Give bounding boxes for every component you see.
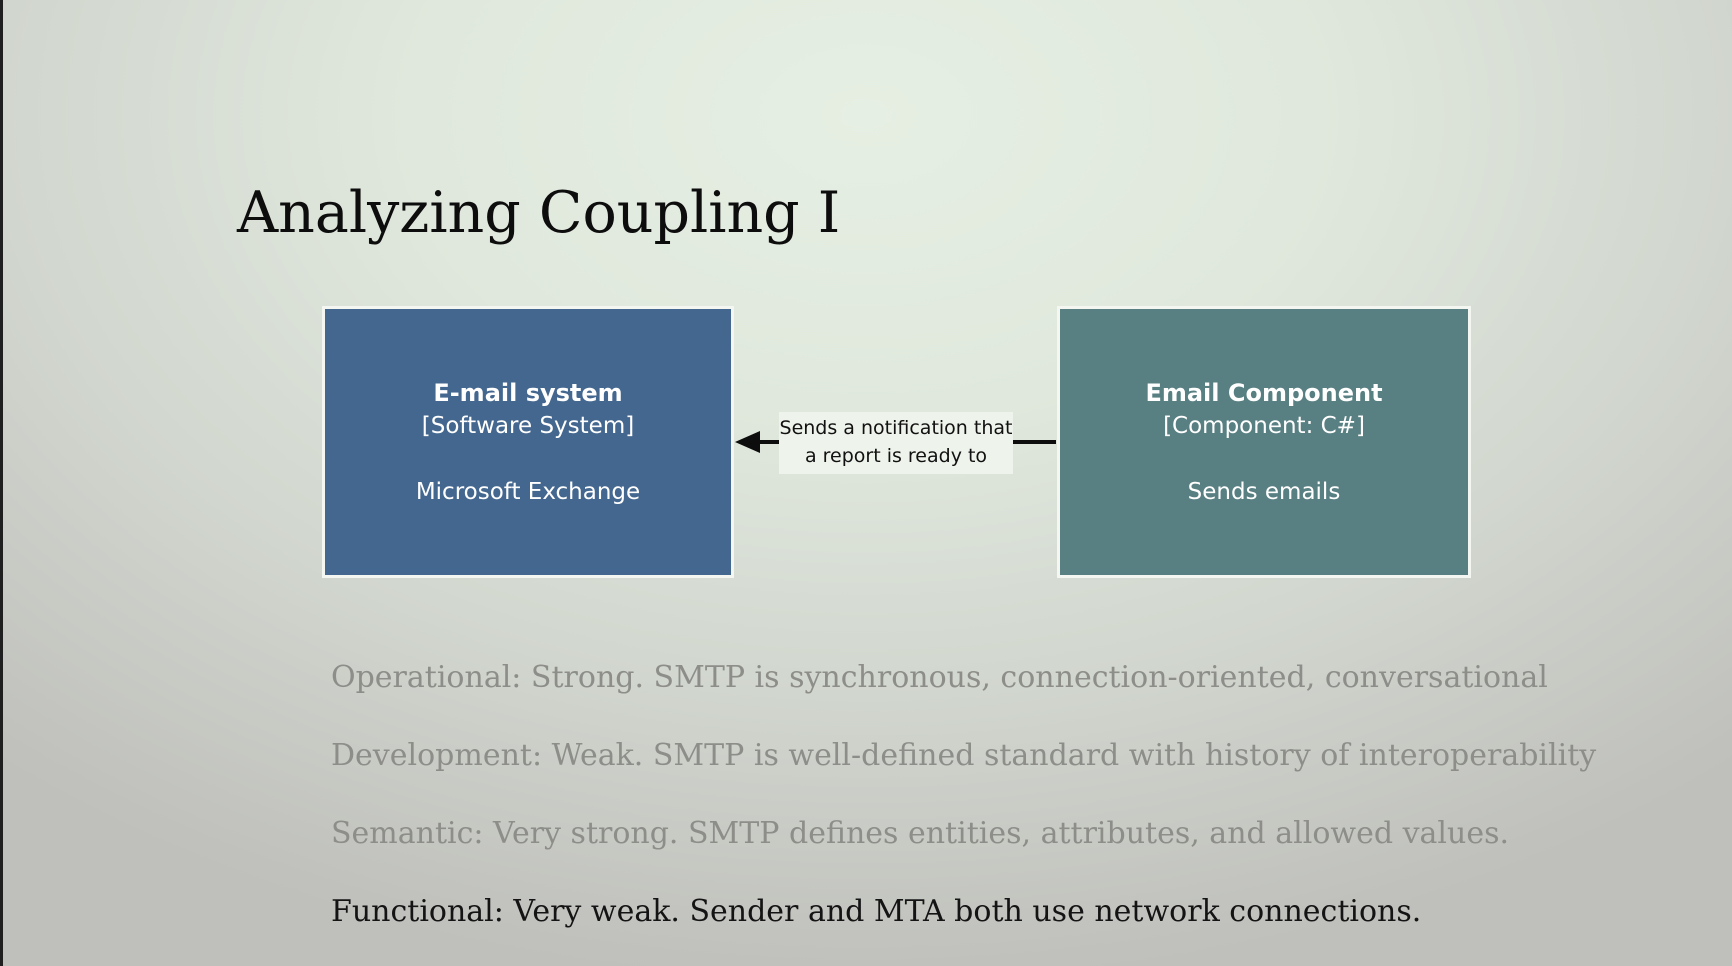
email-component-box [1057, 306, 1471, 578]
relationship-label-line-1: Sends a notification that [779, 417, 1013, 439]
analysis-semantic: Semantic: Very strong. SMTP defines entities, attributes, and allowed values. [331, 816, 1509, 851]
email-component-description: Sends emails [1187, 479, 1341, 505]
analysis-operational: Operational: Strong. SMTP is synchronous, connection-oriented, conversational [331, 660, 1548, 695]
arrow-head-icon [735, 431, 760, 453]
slide-title: Analyzing Coupling I [237, 180, 841, 246]
email-system-description: Microsoft Exchange [415, 479, 641, 505]
email-system-type: [Software System] [421, 413, 635, 439]
slide-left-edge [0, 0, 3, 966]
email-system-box [322, 306, 734, 578]
analysis-functional: Functional: Very weak. Sender and MTA both use network connections. [331, 894, 1422, 929]
email-system-name: E-mail system [433, 379, 623, 407]
relationship-label-line-2: a report is ready to [804, 445, 988, 467]
analysis-development: Development: Weak. SMTP is well-defined standard with history of interoperability [331, 738, 1597, 773]
email-component-name: Email Component [1145, 379, 1383, 407]
email-component-type: [Component: C#] [1163, 413, 1365, 439]
relationship-label [779, 412, 1013, 474]
